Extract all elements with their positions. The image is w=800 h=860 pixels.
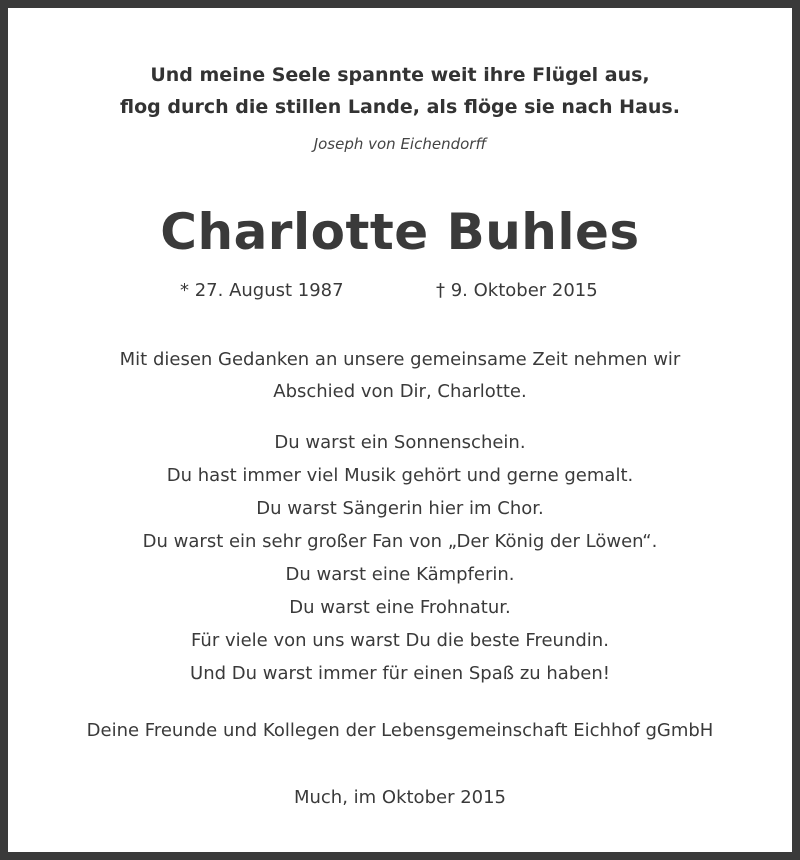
memory-line: Du warst eine Kämpferin.: [285, 564, 515, 585]
memory-line: Für viele von uns warst Du die beste Freundin.: [191, 630, 609, 651]
quote-line-1: Und meine Seele spannte weit ihre Flügel aus,: [150, 64, 650, 86]
memory-line: Du warst ein Sonnenschein.: [274, 432, 526, 453]
memory-line: Und Du warst immer für einen Spaß zu haben!: [190, 663, 610, 684]
memory-line: Du hast immer viel Musik gehört und gerne gemalt.: [166, 465, 634, 486]
birth-date: * 27. August 1987: [180, 280, 344, 301]
memory-line: Du warst Sängerin hier im Chor.: [256, 498, 544, 519]
memory-line: Du warst eine Frohnatur.: [289, 597, 511, 618]
signature: Deine Freunde und Kollegen der Lebensgemeinschaft Eichhof gGmbH: [86, 720, 714, 741]
deceased-name: Charlotte Buhles: [160, 203, 640, 261]
quote-author: Joseph von Eichendorff: [313, 135, 487, 153]
memory-line: Du warst ein sehr großer Fan von „Der König der Löwen“.: [142, 531, 658, 552]
life-dates: [8, 280, 792, 306]
intro-line-2: Abschied von Dir, Charlotte.: [273, 381, 527, 402]
death-date: † 9. Oktober 2015: [436, 280, 598, 301]
place-date: Much, im Oktober 2015: [293, 787, 507, 808]
intro-line-1: Mit diesen Gedanken an unsere gemeinsame Zeit nehmen wir: [119, 349, 681, 370]
quote-line-2: flog durch die stillen Lande, als flöge sie nach Haus.: [120, 96, 680, 118]
